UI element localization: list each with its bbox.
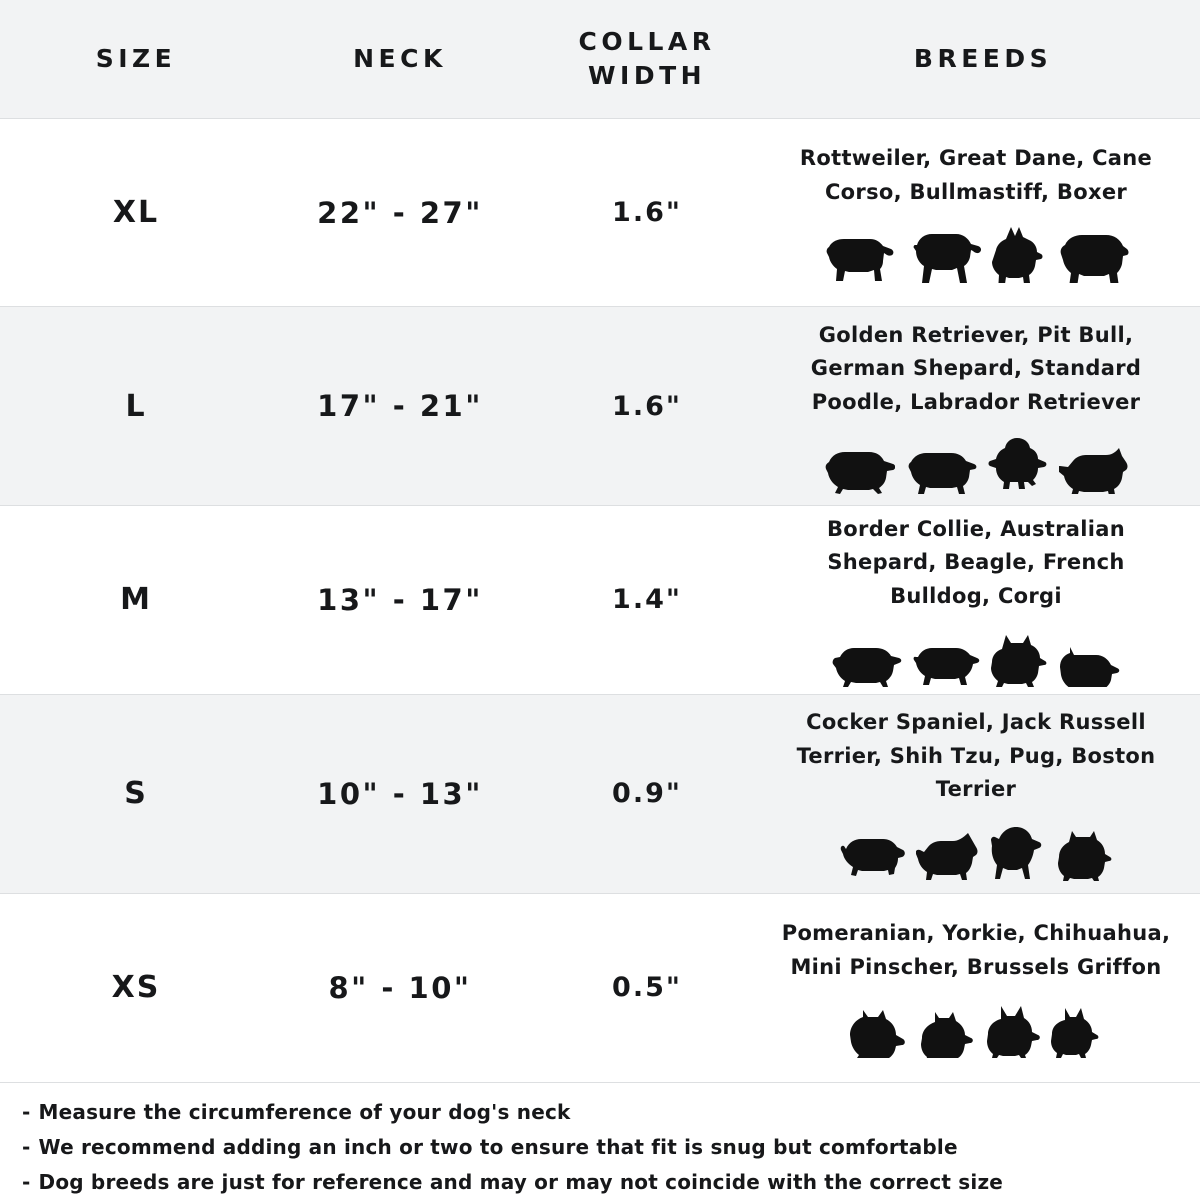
column-header-size: SIZE bbox=[95, 44, 177, 74]
cell-size: L bbox=[125, 388, 147, 424]
cell-collar-width: 0.9" bbox=[612, 778, 682, 810]
table-row bbox=[0, 118, 1200, 306]
cell-size: S bbox=[124, 776, 148, 812]
note-dash: - bbox=[22, 1170, 31, 1195]
french-bulldog-icon bbox=[990, 633, 1048, 687]
cell-breeds bbox=[766, 706, 1200, 881]
jack-russell-icon bbox=[916, 831, 980, 881]
bullmastiff-icon bbox=[1057, 229, 1129, 283]
breed-silhouettes bbox=[849, 992, 1103, 1058]
cell-collar-width: 1.6" bbox=[612, 390, 682, 422]
breed-silhouettes bbox=[823, 217, 1129, 283]
table-header-row bbox=[0, 0, 1200, 118]
table-row bbox=[0, 694, 1200, 893]
breeds-text: Rottweiler, Great Dane, Cane Corso, Bullmastiff, Boxer bbox=[799, 145, 1153, 204]
breeds-text: Pomeranian, Yorkie, Chihuahua, Mini Pinscher, Brussels Griffon bbox=[781, 921, 1171, 979]
note-text: We recommend adding an inch or two to ensure that fit is snug but comfortable bbox=[38, 1135, 958, 1160]
cell-neck: 8" - 10" bbox=[328, 970, 472, 1005]
breed-silhouettes bbox=[840, 815, 1112, 881]
table-row bbox=[0, 893, 1200, 1082]
note-item bbox=[22, 1095, 1200, 1130]
cell-size: XS bbox=[111, 970, 161, 1006]
chihuahua-icon bbox=[987, 1004, 1041, 1058]
breeds-text: Cocker Spaniel, Jack Russell Terrier, Shih Tzu, Pug, Boston Terrier bbox=[796, 710, 1156, 802]
note-dash: - bbox=[22, 1135, 31, 1160]
note-text: Dog breeds are just for reference and may or may not coincide with the correct size bbox=[38, 1170, 1004, 1195]
note-dash: - bbox=[22, 1100, 31, 1125]
doberman-icon bbox=[991, 225, 1047, 283]
cell-breeds bbox=[766, 319, 1200, 494]
cell-breeds bbox=[766, 917, 1200, 1058]
cell-neck: 17" - 21" bbox=[317, 389, 483, 424]
note-item bbox=[22, 1165, 1200, 1200]
breed-silhouettes bbox=[821, 428, 1131, 494]
breed-silhouettes bbox=[832, 621, 1120, 687]
table-row bbox=[0, 306, 1200, 505]
column-header-collar-width-line2: WIDTH bbox=[587, 60, 707, 90]
beagle-icon bbox=[912, 641, 980, 687]
pomeranian-icon bbox=[849, 1006, 911, 1058]
great-dane-icon bbox=[907, 227, 981, 283]
rottweiler-icon bbox=[823, 233, 897, 283]
column-header-collar-width bbox=[528, 25, 766, 93]
yorkie-icon bbox=[921, 1008, 977, 1058]
notes-section bbox=[0, 1082, 1200, 1200]
cell-collar-width: 1.4" bbox=[612, 584, 682, 616]
labrador-icon bbox=[905, 446, 977, 494]
cell-neck: 10" - 13" bbox=[317, 776, 483, 811]
corgi-icon bbox=[1058, 643, 1120, 687]
breeds-text: Border Collie, Australian Shepard, Beagle, French Bulldog, Corgi bbox=[827, 516, 1125, 608]
cell-size: M bbox=[120, 582, 152, 618]
column-header-neck: NECK bbox=[353, 44, 447, 74]
cell-neck: 22" - 27" bbox=[317, 195, 483, 230]
cell-breeds bbox=[766, 513, 1200, 688]
cell-size: XL bbox=[112, 195, 160, 231]
poodle-icon bbox=[987, 436, 1049, 494]
cell-collar-width: 1.6" bbox=[612, 197, 682, 229]
column-header-collar-width-line1: COLLAR bbox=[578, 27, 716, 57]
column-header-breeds: BREEDS bbox=[913, 44, 1053, 74]
table-row bbox=[0, 505, 1200, 693]
note-item bbox=[22, 1130, 1200, 1165]
cell-breeds bbox=[766, 142, 1200, 283]
breeds-text: Golden Retriever, Pit Bull, German Shepard, Standard Poodle, Labrador Retriever bbox=[810, 322, 1142, 415]
pug-icon bbox=[1056, 829, 1112, 881]
border-collie-icon bbox=[832, 641, 902, 687]
cell-neck: 13" - 17" bbox=[317, 582, 483, 617]
shih-tzu-icon bbox=[990, 825, 1046, 881]
cocker-spaniel-icon bbox=[840, 831, 906, 881]
mini-pinscher-icon bbox=[1051, 1006, 1103, 1058]
golden-retriever-icon bbox=[821, 444, 895, 494]
cell-collar-width: 0.5" bbox=[612, 972, 682, 1004]
german-shepherd-icon bbox=[1059, 442, 1131, 494]
note-text: Measure the circumference of your dog's neck bbox=[38, 1100, 571, 1125]
